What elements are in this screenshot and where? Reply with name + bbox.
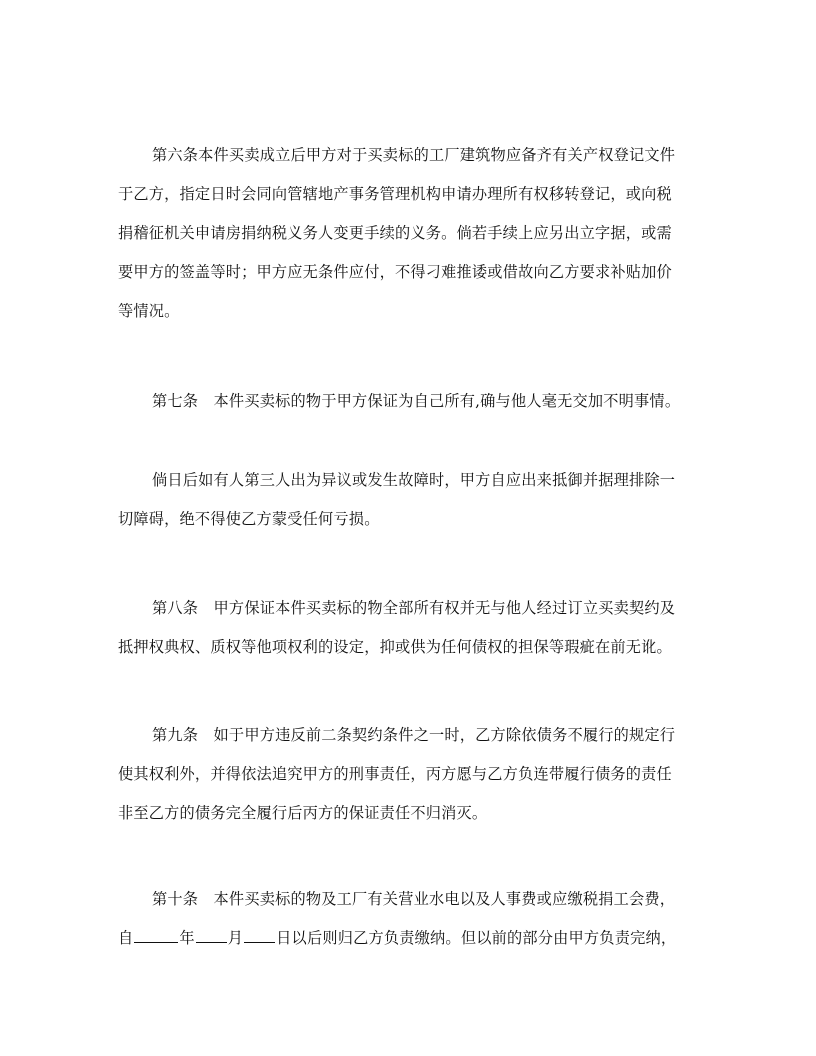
article-8-line-1: 第八条 甲方保证本件买卖标的物全部所有权并无与他人经过订立买卖契约及 xyxy=(152,599,676,617)
article-6-line-1: 第六条本件买卖成立后甲方对于买卖标的工厂建筑物应备齐有关产权登记文件 xyxy=(152,146,676,164)
article-7-line-1: 第七条 本件买卖标的物于甲方保证为自己所有,确与他人毫无交加不明事情。 xyxy=(152,392,681,410)
article-8-line-2: 抵押权典权、质权等他项权利的设定，抑或供为任何债权的担保等瑕疵在前无讹。 xyxy=(118,638,672,656)
day-blank xyxy=(244,941,275,943)
month-blank xyxy=(196,941,227,943)
article-6-line-2: 于乙方，指定日时会同向管辖地产事务管理机构申请办理所有权移转登记，或向税 xyxy=(118,185,672,203)
article-10-part-rest: 日以后则归乙方负责缴纳。但以前的部分由甲方负责完纳， xyxy=(276,929,677,947)
article-10-line-2 xyxy=(118,919,702,958)
article-6-line-4: 要甲方的签盖等时；甲方应无条件应付，不得刁难推诿或借故向乙方要求补贴加价 xyxy=(118,263,672,281)
article-10-part-zi: 自 xyxy=(118,929,134,947)
article-9-line-2: 使其权利外，并得依法追究甲方的刑事责任，丙方愿与乙方负连带履行债务的责任 xyxy=(118,765,672,783)
article-10-part-nian: 年 xyxy=(179,929,195,947)
article-8-paragraph xyxy=(118,589,702,667)
article-9-paragraph xyxy=(118,716,702,833)
year-blank xyxy=(134,941,178,943)
article-7-paragraph xyxy=(118,382,702,421)
article-9-line-3: 非至乙方的债务完全履行后丙方的保证责任不归消灭。 xyxy=(118,804,488,822)
article-9-line-1: 第九条 如于甲方违反前二条契约条件之一时，乙方除依债务不履行的规定行 xyxy=(152,726,676,744)
article-10-part-yue: 月 xyxy=(227,929,244,947)
article-7-cont-line-1: 倘日后如有人第三人出为异议或发生故障时，甲方自应出来抵御并据理排除一 xyxy=(152,471,676,489)
article-10-line-1: 第十条 本件买卖标的物及工厂有关营业水电以及人事费或应缴税捐工会费， xyxy=(152,890,676,908)
article-10-paragraph xyxy=(118,880,702,958)
article-6-line-3: 捐稽征机关申请房捐纳税义务人变更手续的义务。倘若手续上应另出立字据，或需 xyxy=(118,224,672,242)
article-7-cont-line-2: 切障碍，绝不得使乙方蒙受任何亏损。 xyxy=(118,510,380,528)
article-7-continuation-paragraph xyxy=(118,461,702,539)
article-6-paragraph xyxy=(118,136,702,331)
article-6-line-5: 等情况。 xyxy=(118,302,180,320)
